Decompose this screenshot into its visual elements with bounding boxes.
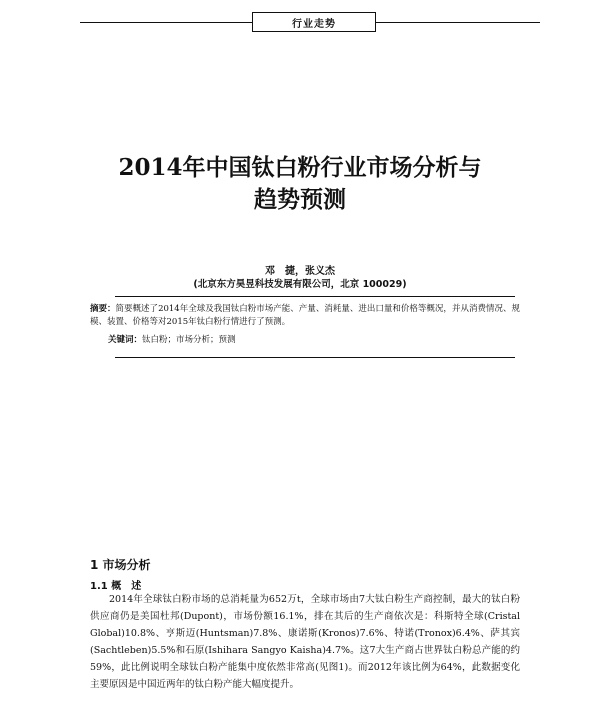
page-header: [80, 12, 540, 34]
title-line-2: 趋势预测: [254, 186, 346, 213]
header-rule-right: [376, 22, 540, 23]
title-line-1: 2014年中国钛白粉行业市场分析与: [118, 154, 482, 181]
section-heading: 1 市场分析: [90, 558, 151, 572]
body-paragraph: 2014年全球钛白粉市场的总消耗量为652万t，全球市场由7大钛白粉生产商控制，最大的钛白粉供应商仍是美国杜邦(Dupont)，市场份额16.1%，排在其后的生产商依次是：科斯特全球(Cristal Global)10.8%、亨斯迈(Huntsman)7.8%、康诺斯(Kronos)7.6%、特诺(Tronox)6.4%、萨其宾(Sachtleben)5.5%和石原(Ishihara Sangyo Kaisha)4.7%。这7大生产商占世界钛白粉总产能的约59%，此比例说明全球钛白粉产能集中度依然非常高(见图1)。而2012年该比例为64%，此数据变化主要原因是中国近两年的钛白粉产能大幅度提升。: [90, 594, 520, 690]
subsection-heading: 1.1 概 述: [90, 581, 142, 592]
section-label: 行业走势: [252, 12, 376, 32]
authors: 邓 捷，张义杰: [265, 266, 335, 277]
keywords: [108, 334, 518, 347]
abstract-label: 摘要：: [90, 304, 116, 314]
article-title: [0, 152, 600, 216]
abstract-top-rule: [115, 296, 515, 297]
keywords-text: 钛白粉；市场分析；预测: [142, 335, 236, 345]
header-rule-left: [80, 22, 252, 23]
abstract-text: 简要概述了2014年全球及我国钛白粉市场产能、产量、消耗量、进出口量和价格等概况，并从消费情况、规模、装置、价格等对2015年钛白粉行情进行了预测。: [90, 304, 520, 327]
abstract-bottom-rule: [115, 357, 515, 358]
abstract: [90, 303, 520, 329]
affiliation: (北京东方昊昱科技发展有限公司，北京 100029): [193, 279, 407, 290]
keywords-label: 关键词：: [108, 335, 143, 345]
